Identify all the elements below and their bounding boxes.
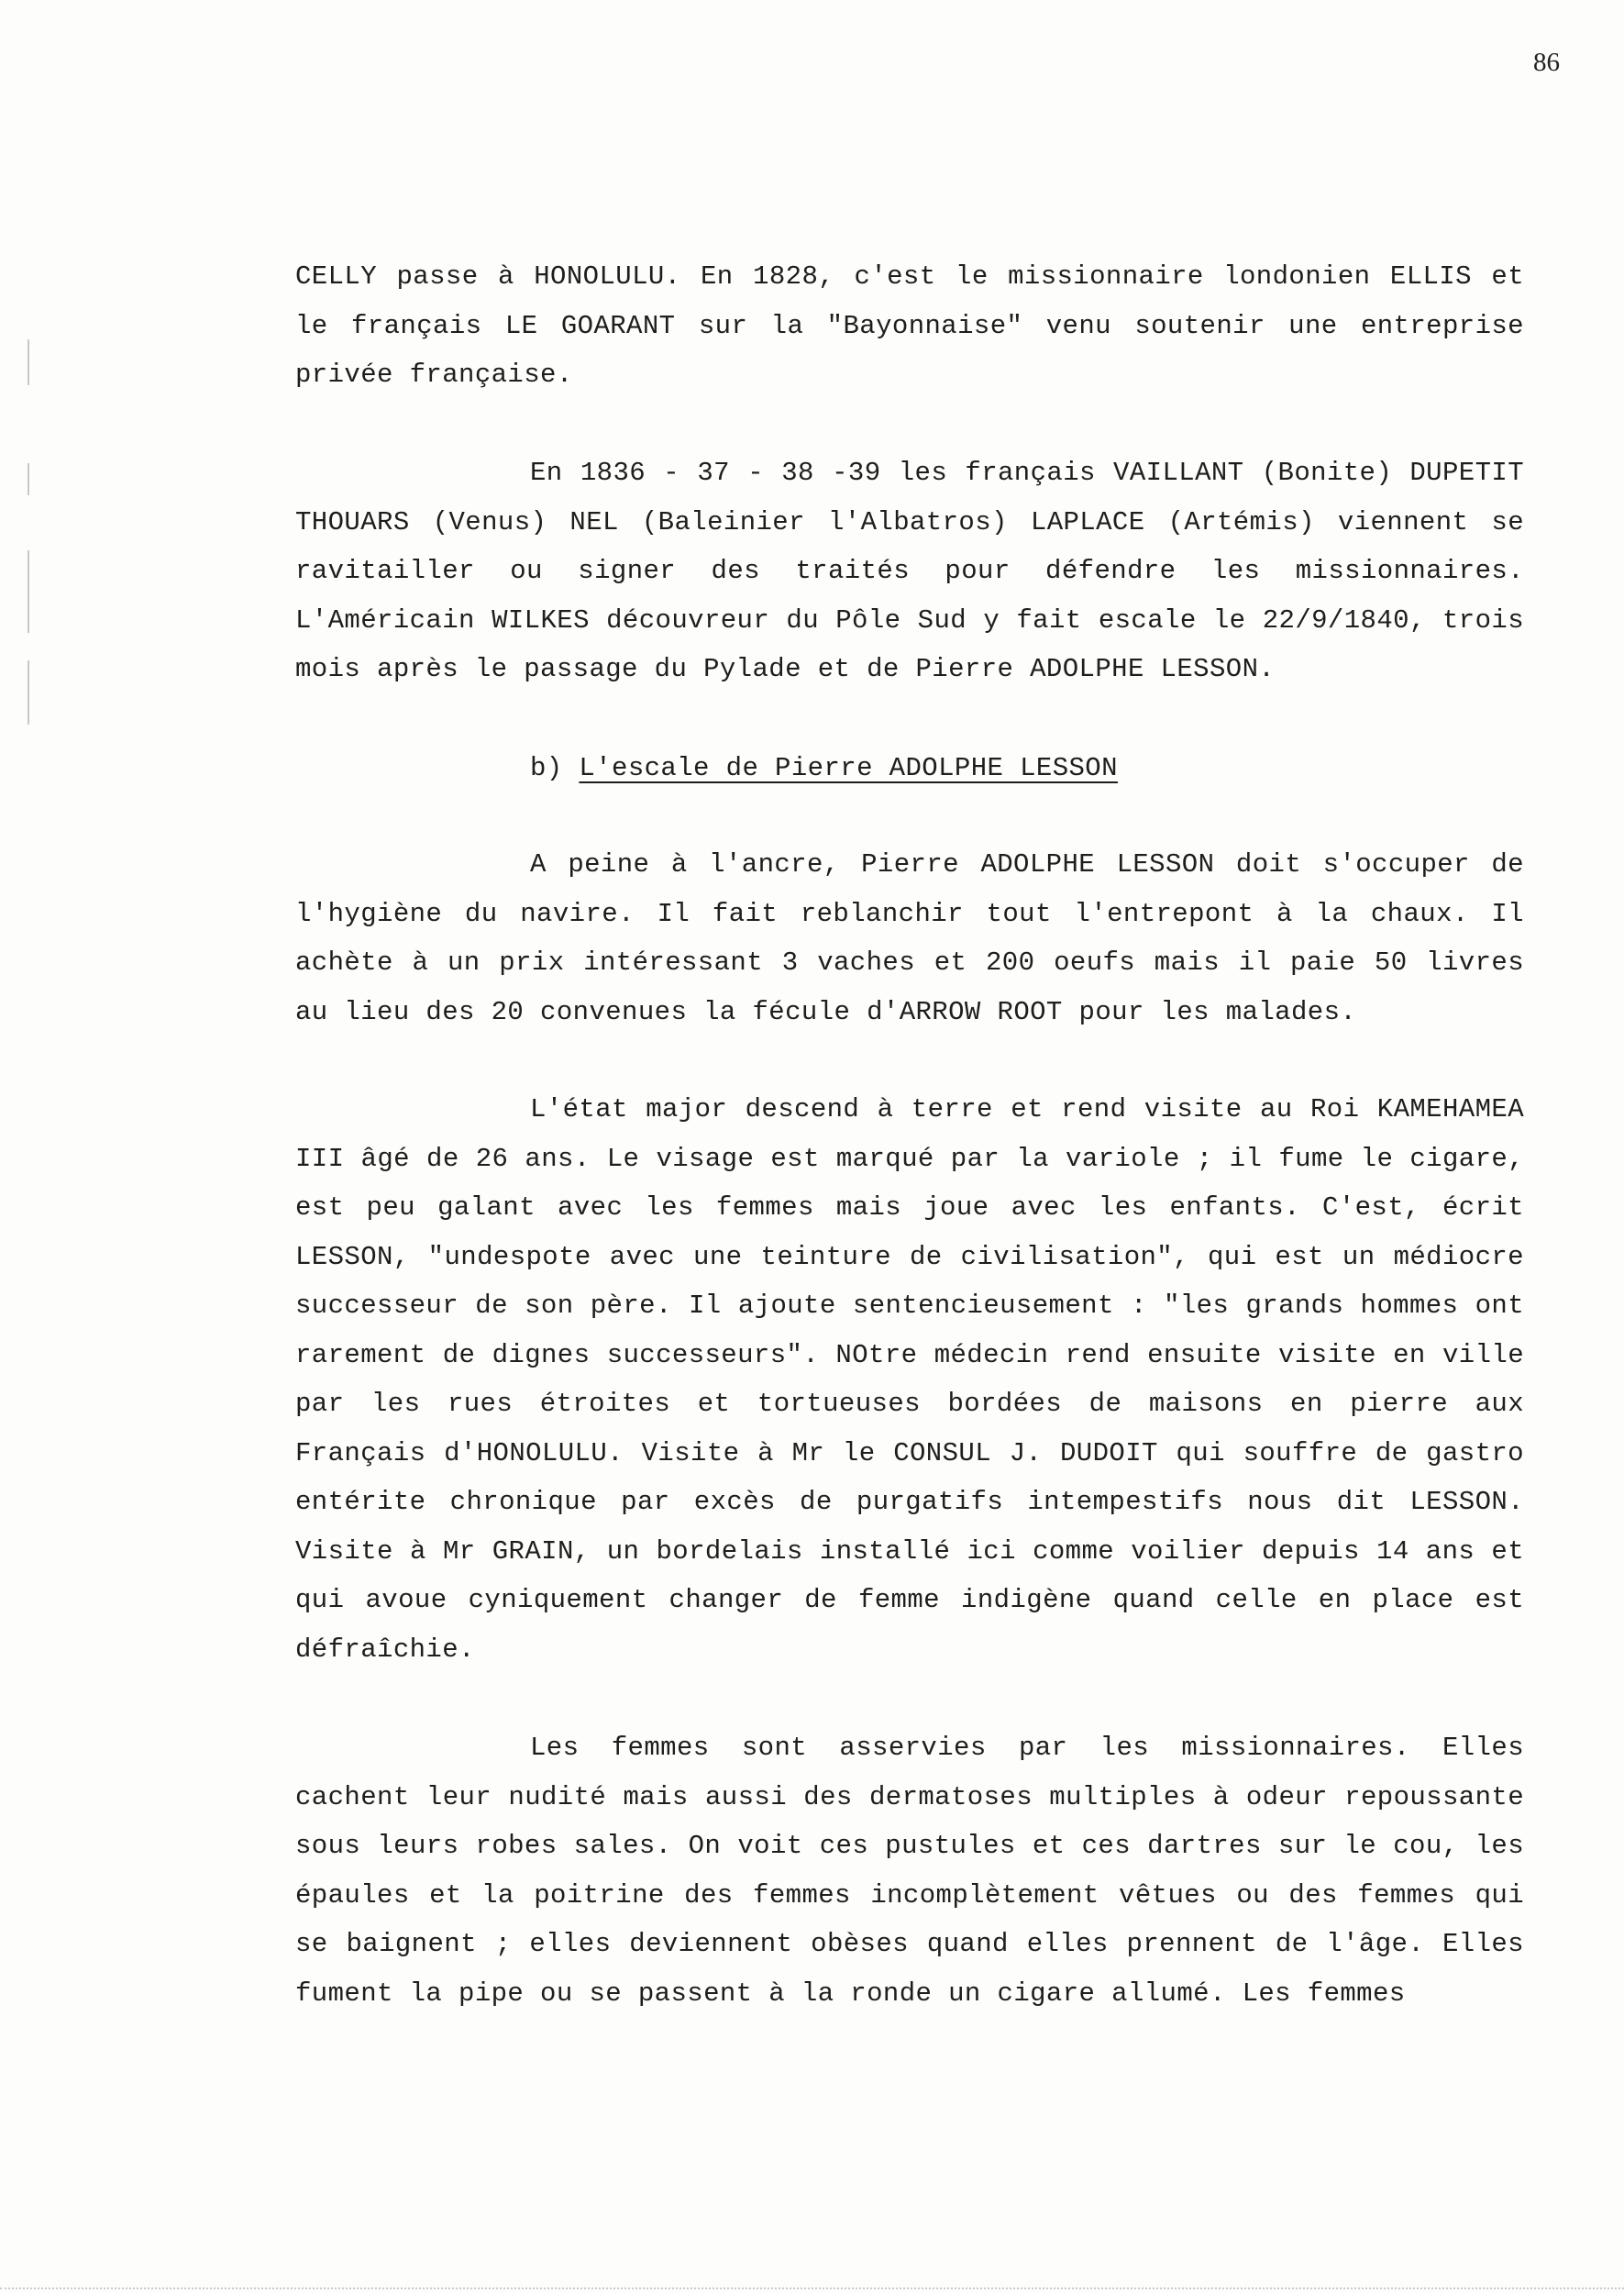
paragraph-text: A peine à l'ancre, Pierre ADOLPHE LESSON doit s'occuper de l'hygiène du navire. Il fait reblanchir tout l'entrepont à la chaux. Il achète à un prix intéressant 3 vaches et 200 oeufs mais il paie 50 livres au lieu des 20 convenues la fécule d'ARROW ROOT pour les malades. <box>295 849 1524 1027</box>
paragraph-1 <box>295 252 1524 400</box>
paragraph-text: L'état major descend à terre et rend visite au Roi KAMEHAMEA III âgé de 26 ans. Le visage est marqué par la variole ; il fume le cigare, est peu galant avec les femmes mais joue avec les enfants. C'est, écrit LESSON, "undespote avec une teinture de civilisation", qui est un médiocre successeur de son père. Il ajoute sentencieusement : "les grands hommes ont rarement de dignes successeurs". NOtre médecin rend ensuite visite en ville par les rues étroites et tortueuses bordées de maisons en pierre aux Français d'HONOLULU. Visite à Mr le CONSUL J. DUDOIT qui souffre de gastro entérite chronique par excès de purgatifs intempestifs nous dit LESSON. Visite à Mr GRAIN, un bordelais installé ici comme voilier depuis 14 ans et qui avoue cyniquement changer de femme indigène quand celle en place est défraîchie. <box>295 1094 1524 1665</box>
paragraph-2 <box>295 449 1524 694</box>
scan-bottom-edge <box>0 2287 1624 2289</box>
paragraph-text: CELLY passe à HONOLULU. En 1828, c'est le missionnaire londonien ELLIS et le français LE GOARANT sur la "Bayonnaise" venu soutenir une entreprise privée française. <box>295 261 1524 390</box>
scan-edge-mark <box>28 339 29 385</box>
section-title: L'escale de Pierre ADOLPHE LESSON <box>579 753 1118 783</box>
section-marker: b) <box>530 753 563 783</box>
scan-edge-mark <box>28 550 29 633</box>
page-number: 86 <box>1533 48 1560 77</box>
paragraph-3 <box>295 840 1524 1036</box>
paragraph-4 <box>295 1085 1524 1674</box>
paragraph-text: Les femmes sont asservies par les missionnaires. Elles cachent leur nudité mais aussi des dermatoses multiples à odeur repoussante sous leurs robes sales. On voit ces pustules et ces dartres sur le cou, les épaules et la poitrine des femmes incomplètement vêtues ou des femmes qui se baignent ; elles deviennent obèses quand elles prennent de l'âge. Elles fument la pipe ou se passent à la ronde un cigare allumé. Les femmes <box>295 1733 1524 2009</box>
section-heading <box>530 744 1118 793</box>
scan-edge-mark <box>28 660 29 725</box>
scan-edge-mark <box>28 463 29 495</box>
paragraph-text: En 1836 - 37 - 38 -39 les français VAILLANT (Bonite) DUPETIT THOUARS (Venus) NEL (Baleinier l'Albatros) LAPLACE (Artémis) viennent se ravitailler ou signer des traités pour défendre les missionnaires. L'Américain WILKES découvreur du Pôle Sud y fait escale le 22/9/1840, trois mois après le passage du Pylade et de Pierre ADOLPHE LESSON. <box>295 458 1524 684</box>
paragraph-5 <box>295 1723 1524 2018</box>
